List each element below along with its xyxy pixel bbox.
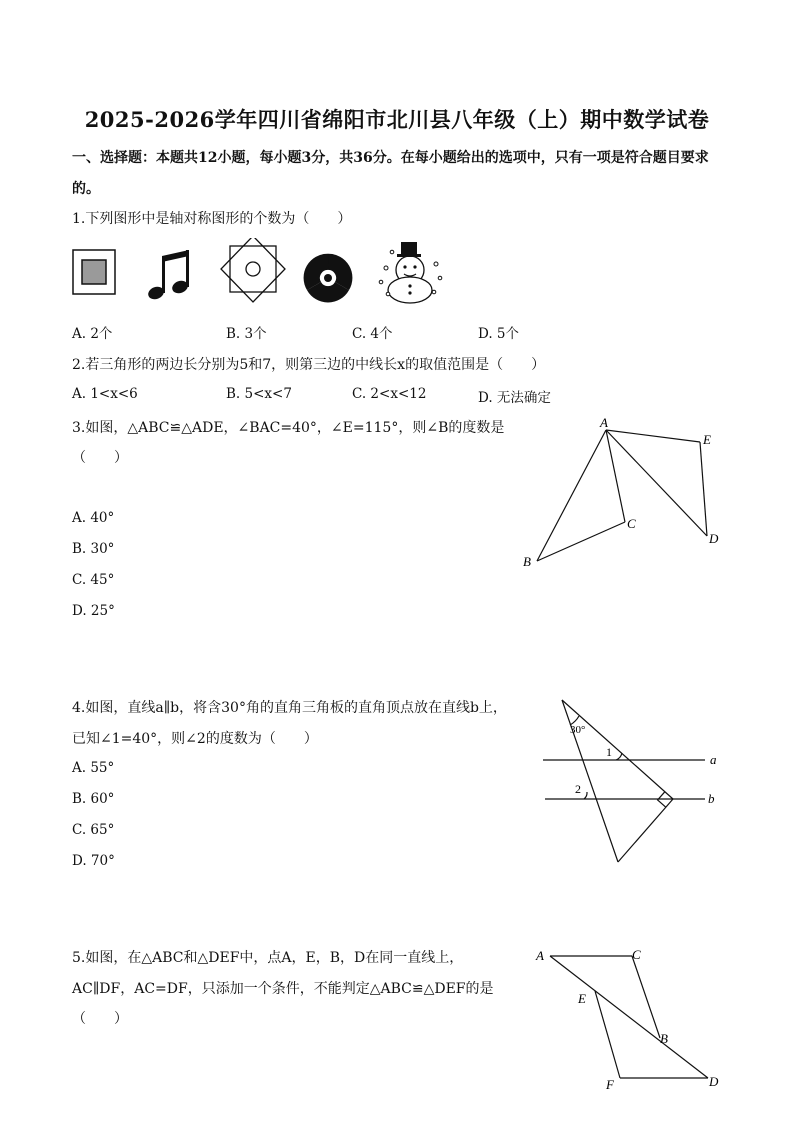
q5-label-a: A [536,948,544,963]
q3-option-a: A. 40° [72,510,115,526]
q2-option-b: B. 5<x<7 [226,386,292,402]
music-notes-icon [146,250,189,301]
q4-figure [530,690,730,870]
q4-label-30deg: 30° [570,724,586,736]
q5-stem-line3: （ ） [72,1011,128,1027]
q4-option-a: A. 55° [72,760,115,776]
q5-label-d: D [709,1074,719,1089]
q3-option-d: D. 25° [72,603,115,619]
q5-stem-line2: AC∥DF，AC=DF，只添加一个条件，不能判定△ABC≌△DEF的是 [72,981,494,997]
q2-option-a: A. 1<x<6 [72,386,138,402]
q1-option-b: B. 3个 [226,326,267,342]
q3-figure [510,410,740,580]
q5-stem-line1: 5.如图，在△ABC和△DEF中，点A，E，B，D在同一直线上， [72,950,464,966]
section-instructions-line1: 一、选择题：本题共12小题，每小题3分，共36分。在每小题给出的选项中，只有一项是符合题目要求 [72,150,709,166]
snowman-icon [379,242,442,303]
q2-option-d: D. 无法确定 [478,390,551,406]
q5-label-f: F [606,1077,614,1092]
q5-label-c: C [632,947,641,962]
q2-option-c: C. 2<x<12 [352,386,427,402]
q4-stem-line2: 已知∠1=40°，则∠2的度数为（ ） [72,731,318,747]
q1-stem: 1.下列图形中是轴对称图形的个数为（ ） [72,211,352,227]
q3-label-c: C [627,516,636,531]
page-title: 2025-2026学年四川省绵阳市北川县八年级（上）期中数学试卷 [84,107,710,132]
q5-figure [520,940,730,1100]
q4-label-line-b: b [708,791,715,806]
q4-option-b: B. 60° [72,791,115,807]
q3-option-c: C. 45° [72,572,115,588]
q1-option-d: D. 5个 [478,326,520,342]
q2-stem: 2.若三角形的两边长分别为5和7，则第三边的中线长x的取值范围是（ ） [72,357,546,373]
q3-label-d: D [709,531,719,546]
q1-option-a: A. 2个 [72,326,113,342]
q1-option-c: C. 4个 [352,326,393,342]
radiation-icon [296,248,359,303]
q4-label-angle2: 2 [575,782,581,796]
q3-stem-line1: 3.如图，△ABC≌△ADE，∠BAC=40°，∠E=115°，则∠B的度数是 [72,420,505,436]
q5-label-b: B [660,1031,668,1046]
q3-option-b: B. 30° [72,541,115,557]
q3-label-a: A [600,415,608,430]
q3-label-e: E [703,432,711,447]
framed-square-icon [73,250,115,294]
rotated-square-circle-icon [221,238,285,302]
q3-label-b: B [523,554,531,569]
q4-option-c: C. 65° [72,822,115,838]
q4-label-line-a: a [710,752,717,767]
q4-label-angle1: 1 [606,745,612,759]
q4-stem-line1: 4.如图，直线a∥b，将含30°角的直角三角板的直角顶点放在直线b上， [72,700,507,716]
q4-option-d: D. 70° [72,853,115,869]
q3-stem-line2: （ ） [72,450,128,466]
section-instructions-line2: 的。 [72,181,100,197]
q1-figures [70,238,460,308]
q5-label-e: E [578,991,586,1006]
